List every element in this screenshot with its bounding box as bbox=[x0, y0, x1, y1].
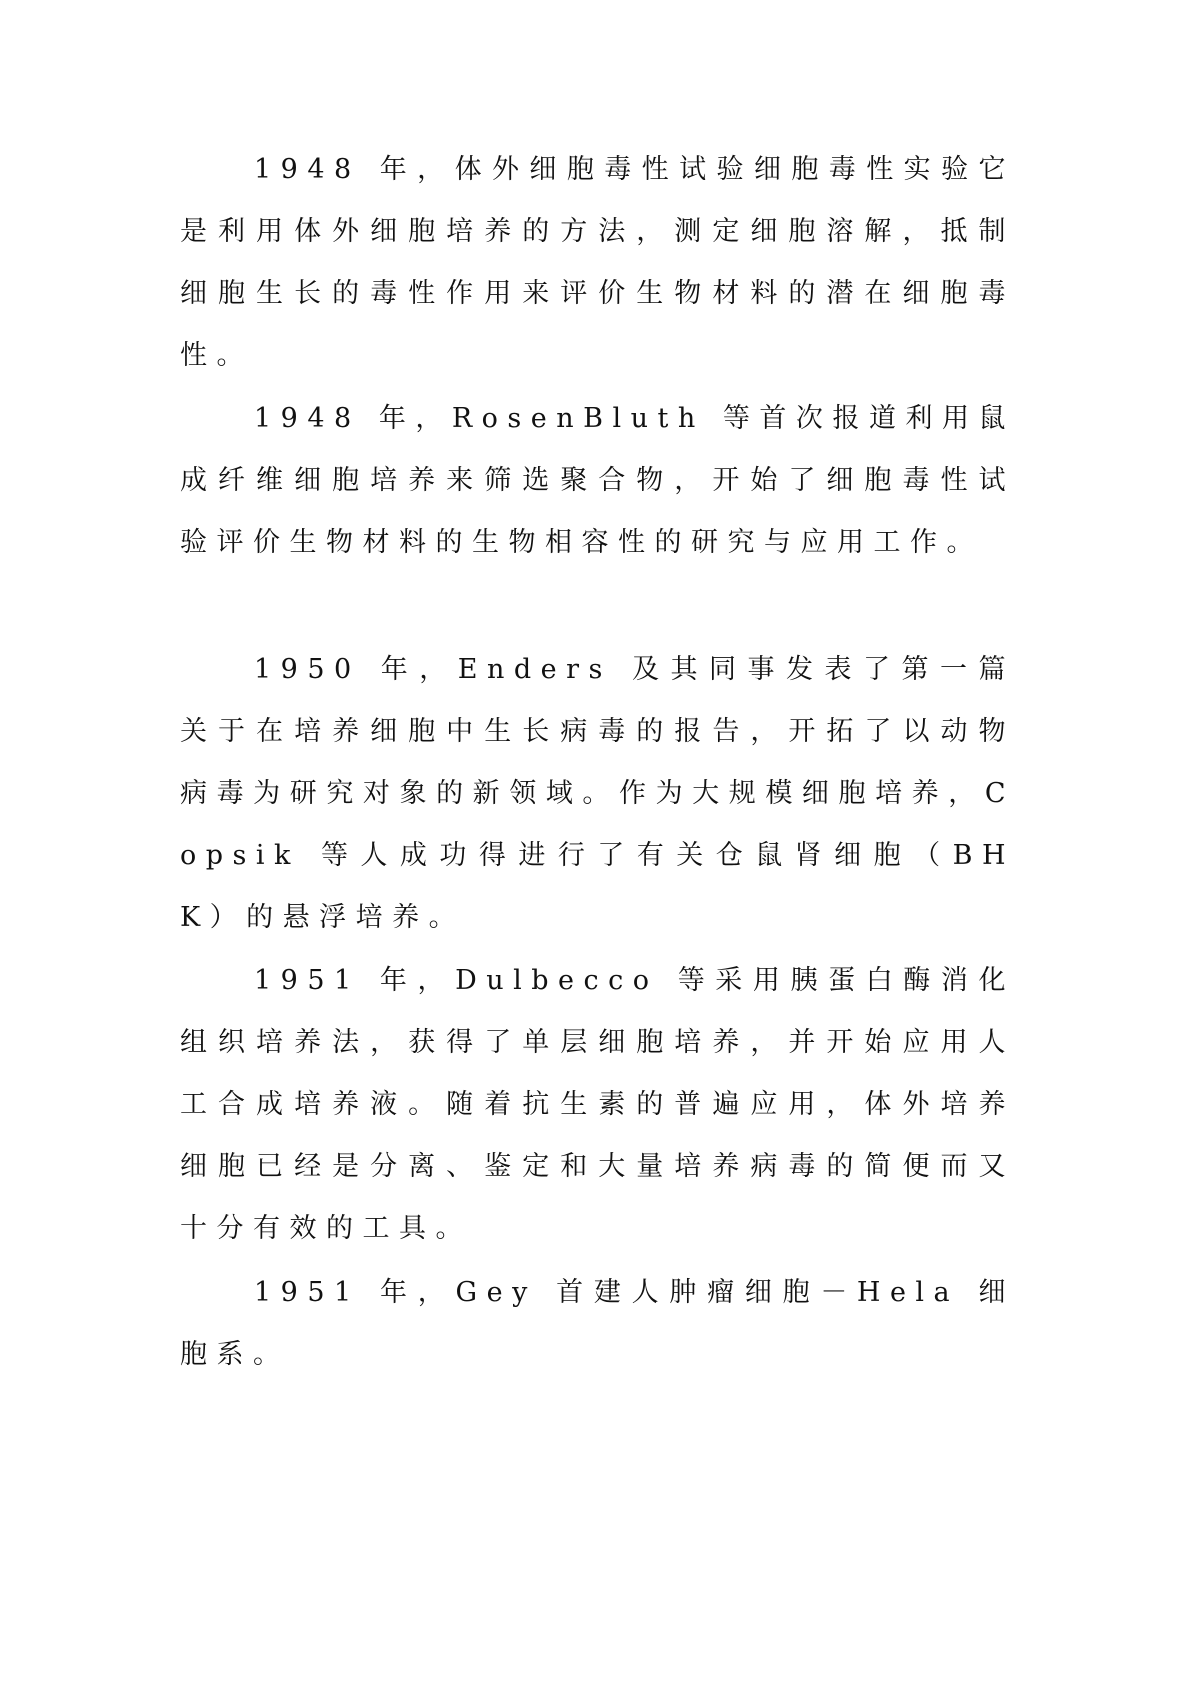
paragraph-1948-cytotoxicity: 1948 年，体外细胞毒性试验细胞毒性实验它是利用体外细胞培养的方法，测定细胞溶解，抵制细胞生长的毒性作用来评价生物材料的潜在细胞毒性。 bbox=[180, 154, 1015, 371]
paragraph-1951-gey: 1951 年，Gey 首建人肿瘤细胞－Hela 细胞系。 bbox=[180, 1277, 1015, 1370]
paragraph-1951-dulbecco: 1951 年，Dulbecco 等采用胰蛋白酶消化组织培养法，获得了单层细胞培养，并开始应用人工合成培养液。随着抗生素的普遍应用，体外培养细胞已经是分离、鉴定和大量培养病毒的简便而又十分有效的工具。 bbox=[180, 965, 1015, 1244]
paragraph-1950-enders: 1950 年，Enders 及其同事发表了第一篇关于在培养细胞中生长病毒的报告，开拓了以动物病毒为研究对象的新领域。作为大规模细胞培养，Copsik 等人成功得进行了有关仓鼠肾细胞（BHK）的悬浮培养。 bbox=[180, 654, 1015, 933]
paragraph-1948-rosenbluth: 1948 年，RosenBluth 等首次报道利用鼠成纤维细胞培养来筛选聚合物，开始了细胞毒性试验评价生物材料的生物相容性的研究与应用工作。 bbox=[180, 403, 1015, 558]
